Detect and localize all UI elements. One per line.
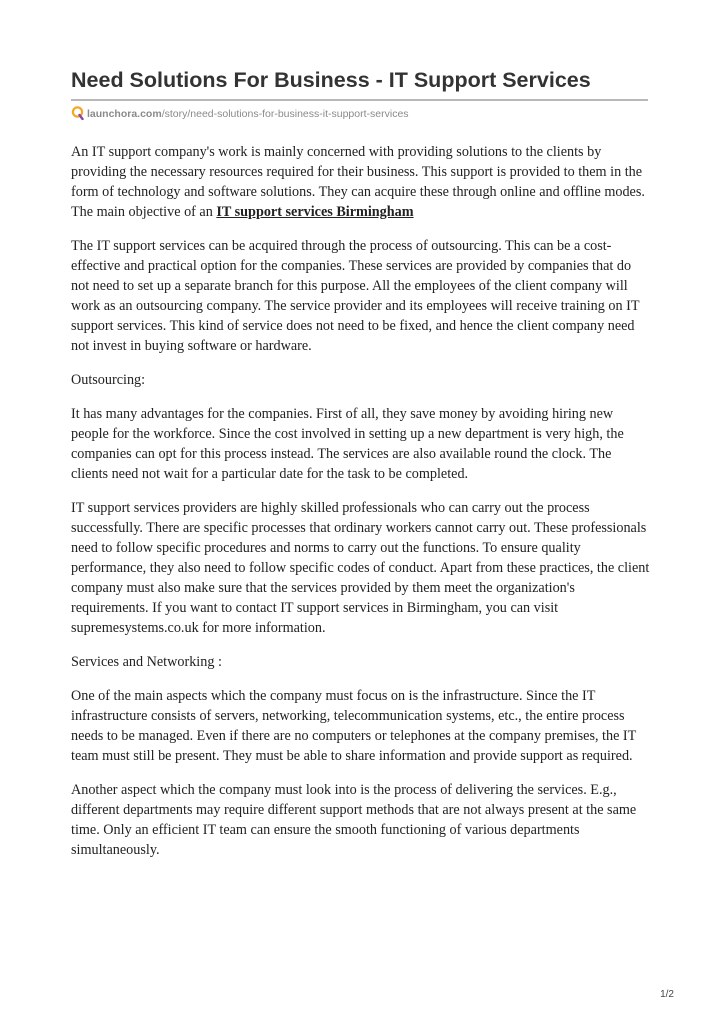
paragraph-providers: IT support services providers are highly skilled professionals who can carry out the process successfully. There are specific processes that ordinary workers cannot carry out. These professionals need to follow specific procedures and norms to carry out the functions. To ensure quality performance, they also need to follow specific codes of conduct. Apart from these practices, the client company must also make sure that the services provided by them meet the organization's requirements. If you want to contact IT support services in Birmingham, you can visit supremesystems.co.uk for more information. (71, 500, 650, 636)
paragraph-intro-text: An IT support company's work is mainly concerned with providing solutions to the clients by providing the necessary resources required for their business. This support is provided to them in the form of technology and software solutions. They can acquire these through online and offline modes. The main objective of an (71, 144, 645, 220)
paragraph-delivery: Another aspect which the company must look into is the process of delivering the services. E.g., different departments may require different support methods that are not always present at the same time. Only an efficient IT team can ensure the smooth functioning of various departments simultaneously. (71, 782, 637, 858)
page-title: Need Solutions For Business - IT Support Services (71, 68, 591, 92)
source-domain-link[interactable]: launchora.com (87, 108, 162, 120)
paragraph-intro (71, 142, 651, 222)
paragraph-infrastructure: One of the main aspects which the company must focus on is the infrastructure. Since the IT infrastructure consists of servers, networking, telecommunication systems, etc., the entire process needs to be managed. Even if there are no computers or telephones at the company premises, the IT team must still be present. They must be able to share information and provide support as required. (71, 688, 637, 764)
page-number: 1/2 (660, 989, 674, 1000)
source-path: /story/need-solutions-for-business-it-support-services (161, 108, 409, 120)
launchora-logo-icon (71, 106, 85, 120)
heading-outsourcing: Outsourcing: (71, 372, 146, 388)
paragraph-advantages: It has many advantages for the companies. First of all, they save money by avoiding hiring new people for the workforce. Since the cost involved in setting up a new department is very high, the companies can opt for this process instead. The services are also available round the clock. The clients need not wait for a particular date for the task to be completed. (71, 406, 624, 482)
source-line (71, 106, 409, 122)
it-support-birmingham-link[interactable]: IT support services Birmingham (216, 204, 414, 220)
article-body (71, 142, 651, 874)
title-divider (71, 99, 648, 101)
heading-services-networking: Services and Networking : (71, 654, 222, 670)
paragraph-outsourcing-overview: The IT support services can be acquired through the process of outsourcing. This can be a cost-effective and practical option for the companies. These services are provided by companies that do not need to set up a separate branch for this purpose. All the employees of the client company will work as an outsourcing company. The service provider and its employees will receive training on IT support services. This kind of service does not need to be fixed, and hence the client company need not invest in buying software or hardware. (71, 238, 640, 354)
